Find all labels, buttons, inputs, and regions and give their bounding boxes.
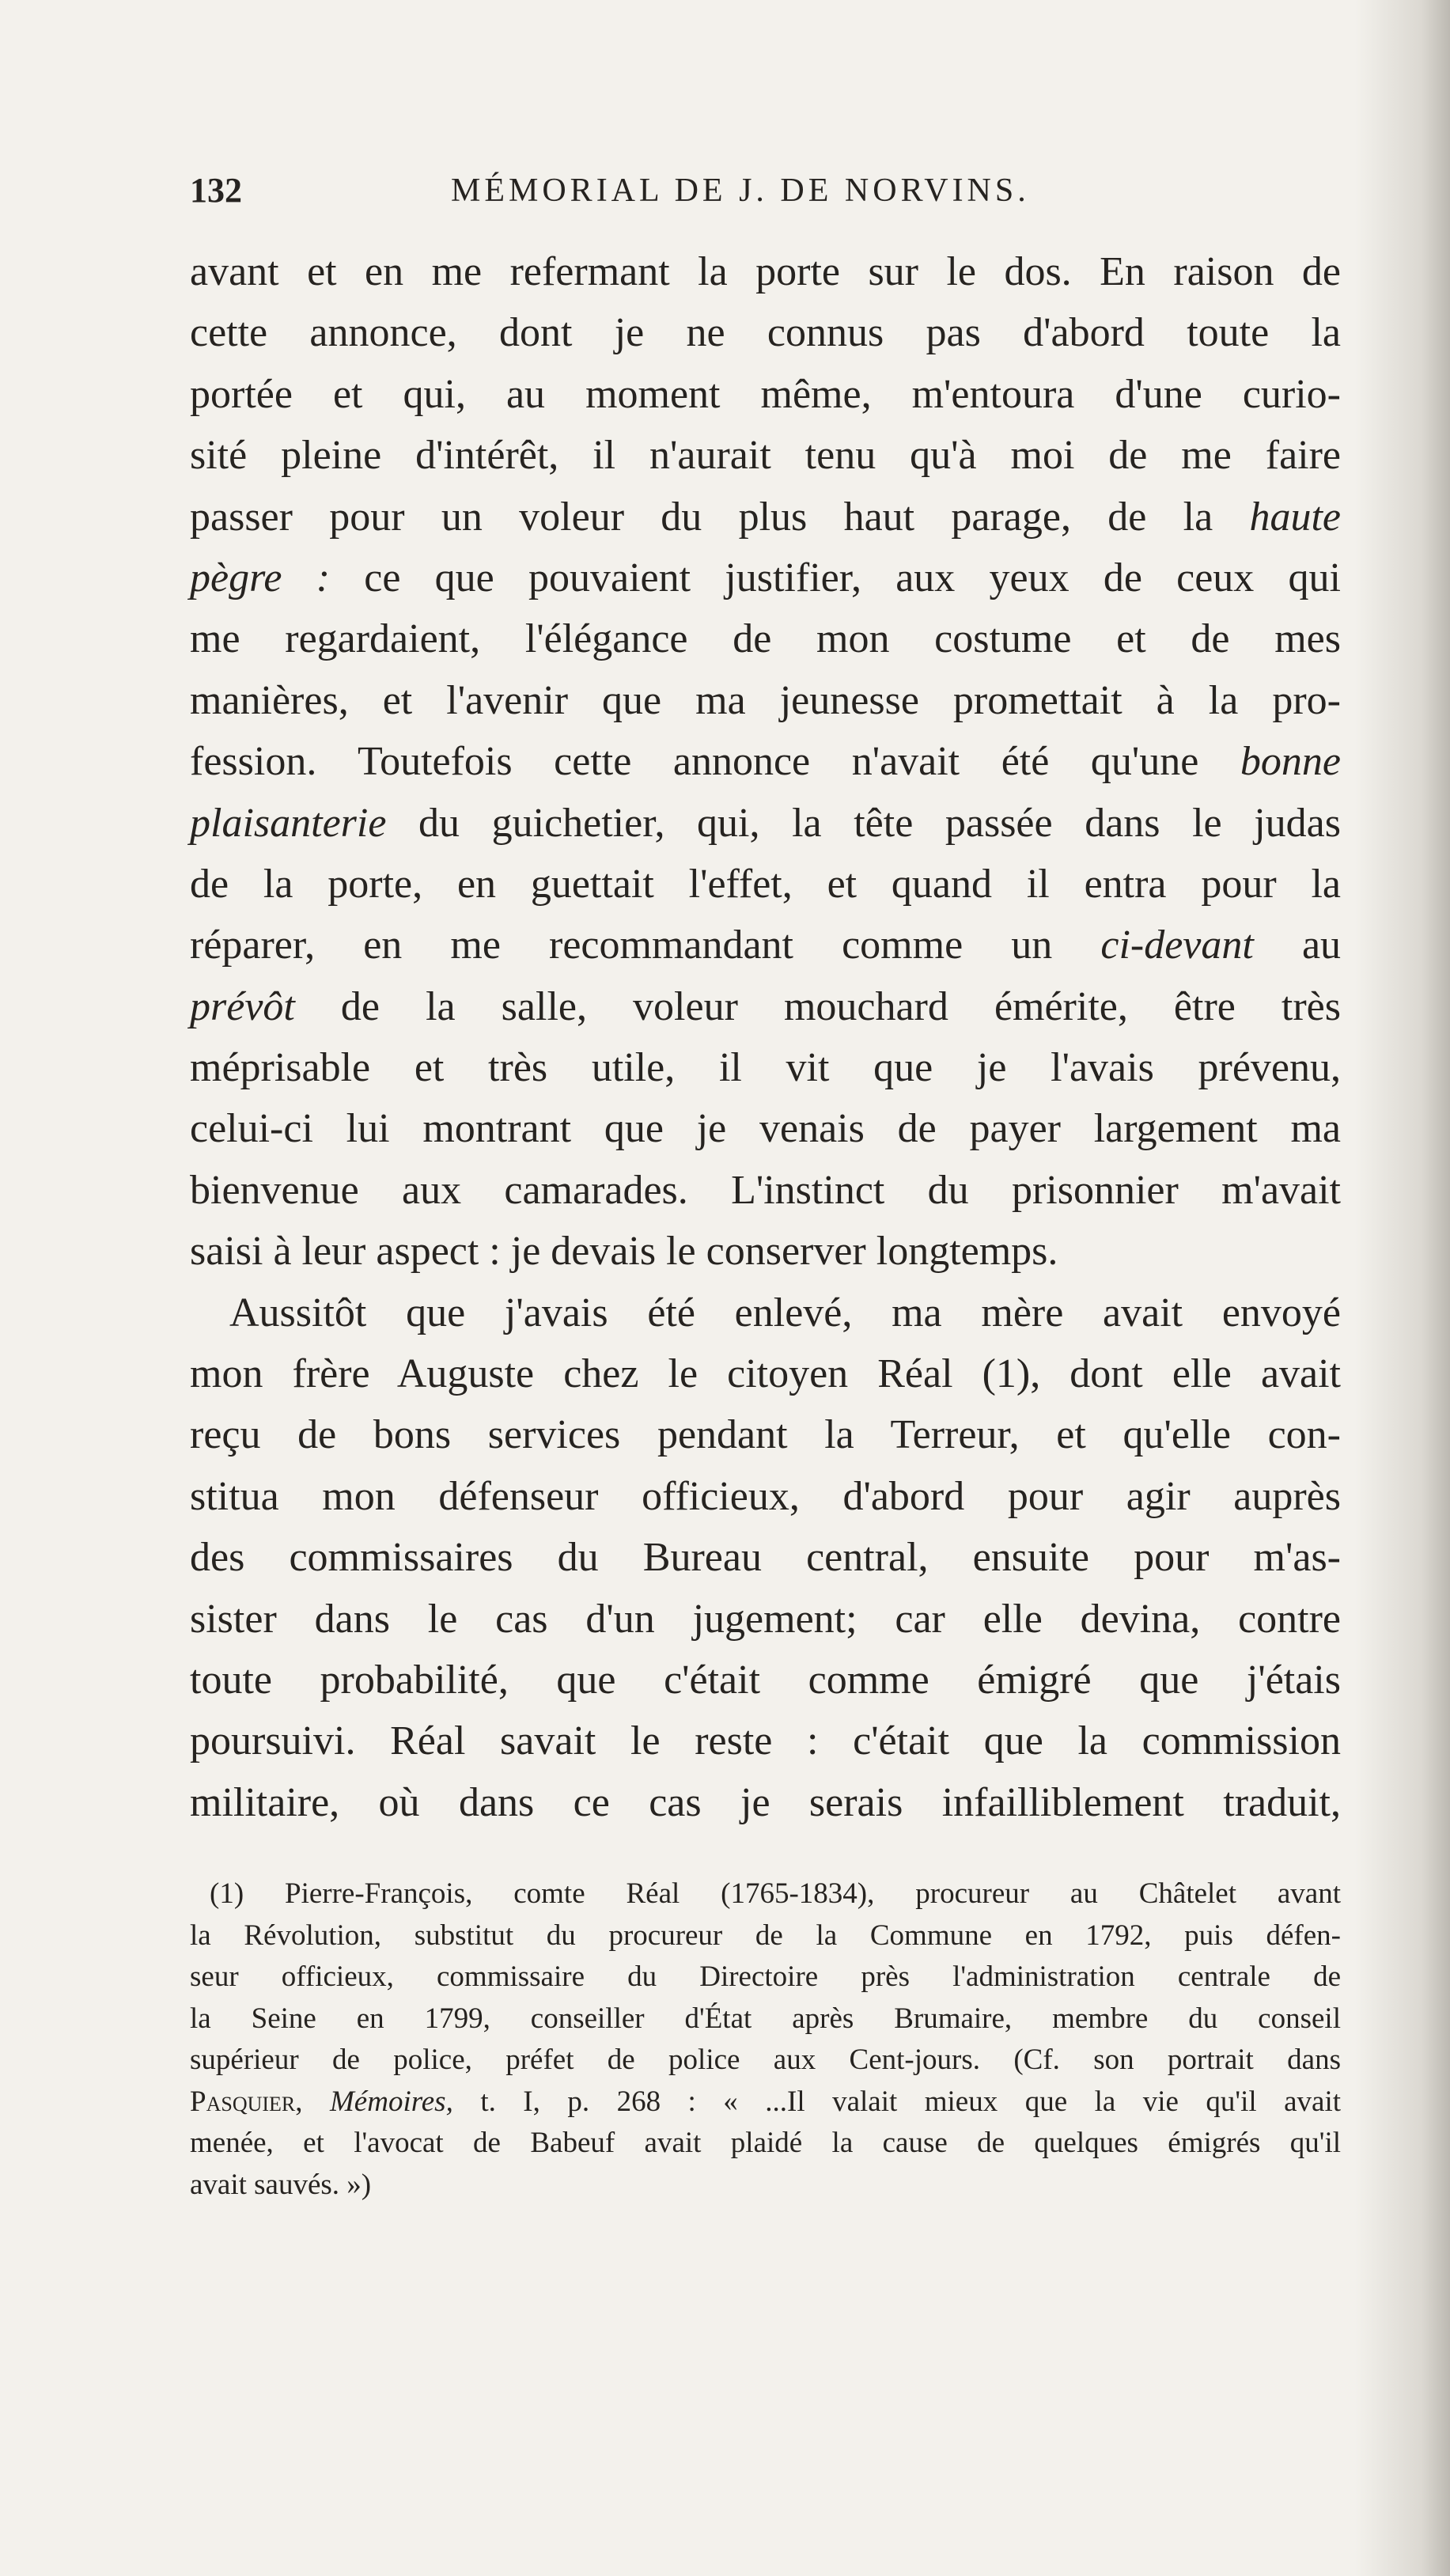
footnote-line: supérieur de police, préfet de police aux Cent-jours. (Cf. son portrait dans xyxy=(190,2044,1341,2076)
paragraph-start-line: Aussitôt que j'avais été enlevé, ma mère avait envoyé xyxy=(229,1290,1341,1335)
text-line xyxy=(190,731,1341,792)
italic-title: Mémoires, xyxy=(329,2085,453,2118)
text-segment: t. I, p. 268 : « ...Il valait mieux que la vie qu'il avait xyxy=(480,2085,1342,2118)
text-line: me regardaient, l'élégance de mon costume et de mes xyxy=(190,616,1341,662)
italic-term: pègre : xyxy=(190,555,331,600)
text-segment: au xyxy=(1301,922,1342,968)
page-edge-shadow xyxy=(1355,0,1450,2576)
footnote-line: seur officieux, commissaire du Directoire près l'administration centrale de xyxy=(190,1960,1341,1993)
text-segment: ce que pouvaient justifier, aux yeux de ceux qui xyxy=(364,555,1341,600)
italic-term: haute xyxy=(1249,494,1342,540)
text-line xyxy=(190,976,1341,1037)
author-name: Pasquier, xyxy=(190,2085,303,2118)
text-segment: du guichetier, qui, la tête passée dans le judas xyxy=(418,800,1342,846)
text-line: militaire, où dans ce cas je serais infailliblement traduit, xyxy=(190,1779,1341,1825)
italic-term: prévôt xyxy=(190,983,295,1029)
footnote-line: (1) Pierre-François, comte Réal (1765-1834), procureur au Châtelet avant xyxy=(210,1877,1341,1910)
text-segment: réparer, en me recommandant comme un xyxy=(190,922,1053,968)
text-segment: de la salle, voleur mouchard émérite, être très xyxy=(340,983,1341,1029)
footnote xyxy=(190,1873,1341,2206)
text-line xyxy=(190,487,1341,547)
text-segment: fession. Toutefois cette annonce n'avait été qu'une xyxy=(190,739,1199,785)
italic-term: plaisanterie xyxy=(190,800,387,846)
text-line xyxy=(190,915,1341,975)
text-line: cette annonce, dont je ne connus pas d'abord toute la xyxy=(190,310,1341,356)
text-line: des commissaires du Bureau central, ensuite pour m'as- xyxy=(190,1535,1341,1581)
footnote-line xyxy=(190,2082,1341,2123)
text-line: portée et qui, au moment même, m'entoura d'une curio- xyxy=(190,371,1341,417)
paragraph-end-line: saisi à leur aspect : je devais le conserver longtemps. xyxy=(190,1229,1058,1275)
book-page xyxy=(190,170,1341,1833)
text-line: bienvenue aux camarades. L'instinct du prisonnier m'avait xyxy=(190,1167,1341,1213)
text-line xyxy=(190,547,1341,608)
text-line: poursuivi. Réal savait le reste : c'était que la commission xyxy=(190,1718,1341,1764)
text-line: avant et en me refermant la porte sur le dos. En raison de xyxy=(190,249,1341,294)
running-head xyxy=(190,170,1341,225)
italic-term: bonne xyxy=(1240,739,1341,785)
page-number: 132 xyxy=(190,171,242,210)
text-line xyxy=(190,793,1341,854)
text-line: sité pleine d'intérêt, il n'aurait tenu qu'à moi de me faire xyxy=(190,433,1341,479)
text-line: celui-ci lui montrant que je venais de payer largement ma xyxy=(190,1106,1341,1152)
text-segment: passer pour un voleur du plus haut parage, de la xyxy=(190,494,1213,540)
text-line: sister dans le cas d'un jugement; car elle devina, contre xyxy=(190,1596,1341,1642)
body-text xyxy=(190,241,1341,1833)
footnote-line: avait sauvés. ») xyxy=(190,2168,372,2201)
text-line: de la porte, en guettait l'effet, et quand il entra pour la xyxy=(190,861,1341,907)
running-title: MÉMORIAL DE J. DE NORVINS. xyxy=(451,172,1030,209)
text-line: stitua mon défenseur officieux, d'abord pour agir auprès xyxy=(190,1473,1341,1519)
footnote-line: menée, et l'avocat de Babeuf avait plaidé la cause de quelques émigrés qu'il xyxy=(190,2127,1341,2159)
italic-term: ci-devant xyxy=(1100,922,1254,968)
footnote-line: la Seine en 1799, conseiller d'État après Brumaire, membre du conseil xyxy=(190,2002,1341,2035)
text-line: méprisable et très utile, il vit que je l'avais prévenu, xyxy=(190,1045,1341,1091)
footnote-line: la Révolution, substitut du procureur de la Commune en 1792, puis défen- xyxy=(190,1919,1341,1952)
text-line: reçu de bons services pendant la Terreur, et qu'elle con- xyxy=(190,1412,1341,1458)
text-line: manières, et l'avenir que ma jeunesse promettait à la pro- xyxy=(190,677,1341,723)
text-line: mon frère Auguste chez le citoyen Réal (1), dont elle avait xyxy=(190,1351,1341,1397)
text-line: toute probabilité, que c'était comme émigré que j'étais xyxy=(190,1657,1341,1703)
